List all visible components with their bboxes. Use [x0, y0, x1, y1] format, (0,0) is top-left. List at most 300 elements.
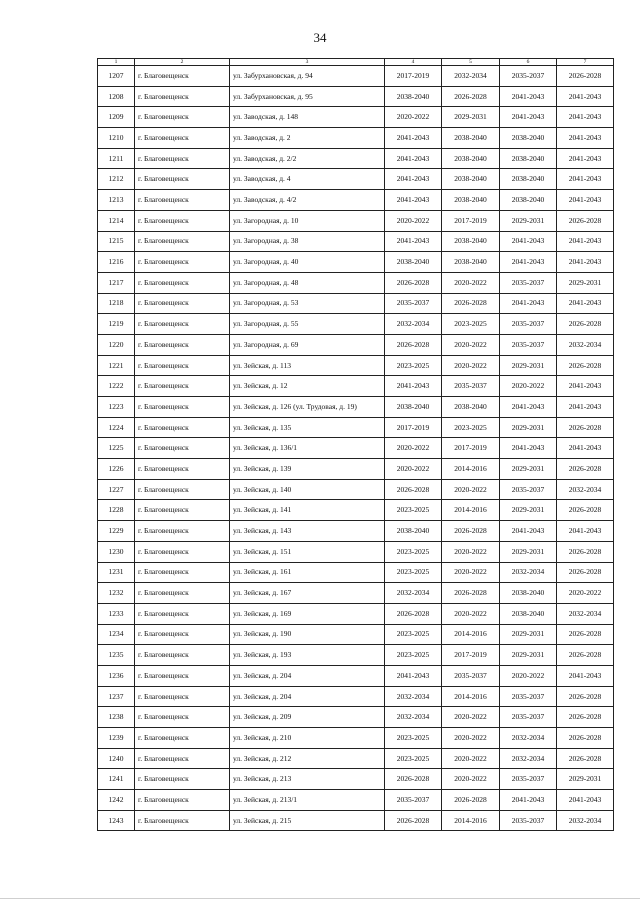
table-row — [98, 293, 614, 314]
period-col6-cell: 2029-2031 — [500, 624, 557, 645]
address-cell: ул. Зейская, д. 213 — [230, 769, 385, 790]
row-number-cell: 1226 — [98, 459, 135, 480]
address-cell: ул. Зейская, д. 210 — [230, 728, 385, 749]
city-cell: г. Благовещенск — [135, 190, 230, 211]
row-number-cell: 1217 — [98, 272, 135, 293]
period-col4-cell: 2020-2022 — [385, 107, 442, 128]
row-number-cell: 1238 — [98, 707, 135, 728]
period-col4-cell: 2035-2037 — [385, 790, 442, 811]
period-col6-cell: 2041-2043 — [500, 397, 557, 418]
table-row — [98, 210, 614, 231]
period-col6-cell: 2020-2022 — [500, 665, 557, 686]
city-cell: г. Благовещенск — [135, 438, 230, 459]
table-row — [98, 334, 614, 355]
row-number-cell: 1233 — [98, 603, 135, 624]
table-row — [98, 417, 614, 438]
column-number: 4 — [385, 59, 442, 66]
period-col5-cell: 2017-2019 — [442, 210, 500, 231]
row-number-cell: 1230 — [98, 541, 135, 562]
period-col6-cell: 2029-2031 — [500, 541, 557, 562]
period-col5-cell: 2020-2022 — [442, 355, 500, 376]
city-cell: г. Благовещенск — [135, 521, 230, 542]
address-cell: ул. Зейская, д. 190 — [230, 624, 385, 645]
period-col4-cell: 2020-2022 — [385, 459, 442, 480]
table-row — [98, 769, 614, 790]
period-col6-cell: 2041-2043 — [500, 438, 557, 459]
address-cell: ул. Зейская, д. 126 (ул. Трудовая, д. 19) — [230, 397, 385, 418]
period-col7-cell: 2026-2028 — [557, 562, 614, 583]
period-col7-cell: 2041-2043 — [557, 521, 614, 542]
period-col6-cell: 2035-2037 — [500, 334, 557, 355]
period-col4-cell: 2041-2043 — [385, 169, 442, 190]
address-cell: ул. Загородная, д. 53 — [230, 293, 385, 314]
period-col4-cell: 2041-2043 — [385, 376, 442, 397]
period-col4-cell: 2020-2022 — [385, 210, 442, 231]
period-col6-cell: 2038-2040 — [500, 583, 557, 604]
period-col7-cell: 2032-2034 — [557, 334, 614, 355]
period-col7-cell: 2026-2028 — [557, 459, 614, 480]
period-col5-cell: 2038-2040 — [442, 190, 500, 211]
city-cell: г. Благовещенск — [135, 334, 230, 355]
city-cell: г. Благовещенск — [135, 86, 230, 107]
period-col7-cell: 2041-2043 — [557, 107, 614, 128]
row-number-cell: 1243 — [98, 810, 135, 831]
period-col5-cell: 2032-2034 — [442, 66, 500, 87]
period-col6-cell: 2035-2037 — [500, 272, 557, 293]
address-cell: ул. Зейская, д. 204 — [230, 686, 385, 707]
city-cell: г. Благовещенск — [135, 769, 230, 790]
period-col6-cell: 2038-2040 — [500, 169, 557, 190]
table-row — [98, 810, 614, 831]
period-col7-cell: 2041-2043 — [557, 665, 614, 686]
period-col7-cell: 2032-2034 — [557, 810, 614, 831]
address-cell: ул. Зейская, д. 141 — [230, 500, 385, 521]
address-cell: ул. Зейская, д. 169 — [230, 603, 385, 624]
address-cell: ул. Зейская, д. 136/1 — [230, 438, 385, 459]
period-col7-cell: 2041-2043 — [557, 148, 614, 169]
period-col4-cell: 2023-2025 — [385, 500, 442, 521]
address-cell: ул. Загородная, д. 55 — [230, 314, 385, 335]
table-row — [98, 66, 614, 87]
city-cell: г. Благовещенск — [135, 272, 230, 293]
address-cell: ул. Заводская, д. 148 — [230, 107, 385, 128]
period-col4-cell: 2017-2019 — [385, 417, 442, 438]
period-col6-cell: 2035-2037 — [500, 686, 557, 707]
table-row — [98, 583, 614, 604]
address-cell: ул. Заводская, д. 2/2 — [230, 148, 385, 169]
period-col7-cell: 2026-2028 — [557, 748, 614, 769]
period-col4-cell: 2041-2043 — [385, 190, 442, 211]
city-cell: г. Благовещенск — [135, 665, 230, 686]
period-col5-cell: 2035-2037 — [442, 665, 500, 686]
city-cell: г. Благовещенск — [135, 417, 230, 438]
table-row — [98, 500, 614, 521]
row-number-cell: 1228 — [98, 500, 135, 521]
row-number-cell: 1223 — [98, 397, 135, 418]
period-col7-cell: 2029-2031 — [557, 769, 614, 790]
city-cell: г. Благовещенск — [135, 210, 230, 231]
address-cell: ул. Зейская, д. 209 — [230, 707, 385, 728]
period-col4-cell: 2041-2043 — [385, 231, 442, 252]
page-number: 34 — [313, 30, 327, 45]
city-cell: г. Благовещенск — [135, 128, 230, 149]
period-col6-cell: 2035-2037 — [500, 314, 557, 335]
row-number-cell: 1218 — [98, 293, 135, 314]
column-number: 6 — [500, 59, 557, 66]
table-row — [98, 686, 614, 707]
period-col4-cell: 2026-2028 — [385, 334, 442, 355]
period-col5-cell: 2020-2022 — [442, 707, 500, 728]
table-row — [98, 479, 614, 500]
table-row — [98, 748, 614, 769]
period-col4-cell: 2035-2037 — [385, 293, 442, 314]
table-row — [98, 624, 614, 645]
period-col6-cell: 2035-2037 — [500, 66, 557, 87]
period-col4-cell: 2038-2040 — [385, 252, 442, 273]
period-col6-cell: 2041-2043 — [500, 521, 557, 542]
row-number-cell: 1234 — [98, 624, 135, 645]
column-number: 1 — [98, 59, 135, 66]
period-col5-cell: 2020-2022 — [442, 728, 500, 749]
row-number-cell: 1227 — [98, 479, 135, 500]
period-col5-cell: 2026-2028 — [442, 293, 500, 314]
table-row — [98, 314, 614, 335]
period-col7-cell: 2029-2031 — [557, 272, 614, 293]
table-row — [98, 169, 614, 190]
row-number-cell: 1239 — [98, 728, 135, 749]
period-col7-cell: 2041-2043 — [557, 231, 614, 252]
row-number-cell: 1210 — [98, 128, 135, 149]
period-col7-cell: 2026-2028 — [557, 314, 614, 335]
period-col6-cell: 2038-2040 — [500, 148, 557, 169]
table-row — [98, 252, 614, 273]
row-number-cell: 1221 — [98, 355, 135, 376]
period-col6-cell: 2035-2037 — [500, 479, 557, 500]
city-cell: г. Благовещенск — [135, 603, 230, 624]
table-row — [98, 231, 614, 252]
period-col5-cell: 2017-2019 — [442, 645, 500, 666]
row-number-cell: 1237 — [98, 686, 135, 707]
table-row — [98, 376, 614, 397]
period-col5-cell: 2020-2022 — [442, 748, 500, 769]
row-number-cell: 1229 — [98, 521, 135, 542]
period-col7-cell: 2020-2022 — [557, 583, 614, 604]
city-cell: г. Благовещенск — [135, 728, 230, 749]
period-col6-cell: 2032-2034 — [500, 728, 557, 749]
address-cell: ул. Зейская, д. 139 — [230, 459, 385, 480]
row-number-cell: 1236 — [98, 665, 135, 686]
period-col7-cell: 2026-2028 — [557, 500, 614, 521]
row-number-cell: 1242 — [98, 790, 135, 811]
period-col6-cell: 2032-2034 — [500, 562, 557, 583]
city-cell: г. Благовещенск — [135, 748, 230, 769]
period-col6-cell: 2041-2043 — [500, 107, 557, 128]
city-cell: г. Благовещенск — [135, 810, 230, 831]
period-col4-cell: 2041-2043 — [385, 148, 442, 169]
period-col4-cell: 2026-2028 — [385, 603, 442, 624]
city-cell: г. Благовещенск — [135, 479, 230, 500]
address-cell: ул. Зейская, д. 143 — [230, 521, 385, 542]
period-col6-cell: 2041-2043 — [500, 252, 557, 273]
period-col5-cell: 2020-2022 — [442, 334, 500, 355]
column-number: 3 — [230, 59, 385, 66]
row-number-cell: 1241 — [98, 769, 135, 790]
period-col5-cell: 2026-2028 — [442, 86, 500, 107]
column-number: 2 — [135, 59, 230, 66]
table-row — [98, 272, 614, 293]
column-number: 5 — [442, 59, 500, 66]
period-col7-cell: 2041-2043 — [557, 128, 614, 149]
row-number-cell: 1235 — [98, 645, 135, 666]
period-col5-cell: 2038-2040 — [442, 169, 500, 190]
city-cell: г. Благовещенск — [135, 624, 230, 645]
period-col4-cell: 2023-2025 — [385, 541, 442, 562]
period-col7-cell: 2041-2043 — [557, 86, 614, 107]
period-col7-cell: 2026-2028 — [557, 66, 614, 87]
period-col6-cell: 2038-2040 — [500, 190, 557, 211]
city-cell: г. Благовещенск — [135, 686, 230, 707]
table-row — [98, 665, 614, 686]
period-col7-cell: 2026-2028 — [557, 417, 614, 438]
period-col5-cell: 2014-2016 — [442, 459, 500, 480]
period-col7-cell: 2041-2043 — [557, 438, 614, 459]
city-cell: г. Благовещенск — [135, 376, 230, 397]
row-number-cell: 1207 — [98, 66, 135, 87]
address-cell: ул. Зейская, д. 212 — [230, 748, 385, 769]
period-col4-cell: 2041-2043 — [385, 665, 442, 686]
period-col7-cell: 2032-2034 — [557, 479, 614, 500]
period-col5-cell: 2020-2022 — [442, 562, 500, 583]
city-cell: г. Благовещенск — [135, 397, 230, 418]
address-cell: ул. Зейская, д. 135 — [230, 417, 385, 438]
table-row — [98, 190, 614, 211]
period-col6-cell: 2041-2043 — [500, 86, 557, 107]
row-number-cell: 1212 — [98, 169, 135, 190]
period-col7-cell: 2026-2028 — [557, 210, 614, 231]
period-col4-cell: 2026-2028 — [385, 810, 442, 831]
period-col7-cell: 2041-2043 — [557, 790, 614, 811]
period-col6-cell: 2035-2037 — [500, 707, 557, 728]
address-cell: ул. Зейская, д. 140 — [230, 479, 385, 500]
period-col5-cell: 2014-2016 — [442, 500, 500, 521]
period-col5-cell: 2014-2016 — [442, 686, 500, 707]
period-col5-cell: 2014-2016 — [442, 810, 500, 831]
period-col6-cell: 2029-2031 — [500, 355, 557, 376]
row-number-cell: 1231 — [98, 562, 135, 583]
city-cell: г. Благовещенск — [135, 355, 230, 376]
address-cell: ул. Зейская, д. 213/1 — [230, 790, 385, 811]
period-col7-cell: 2026-2028 — [557, 624, 614, 645]
row-number-cell: 1208 — [98, 86, 135, 107]
period-col7-cell: 2026-2028 — [557, 355, 614, 376]
period-col5-cell: 2020-2022 — [442, 541, 500, 562]
period-col4-cell: 2038-2040 — [385, 397, 442, 418]
period-col5-cell: 2017-2019 — [442, 438, 500, 459]
city-cell: г. Благовещенск — [135, 231, 230, 252]
city-cell: г. Благовещенск — [135, 541, 230, 562]
period-col6-cell: 2029-2031 — [500, 459, 557, 480]
period-col5-cell: 2020-2022 — [442, 769, 500, 790]
address-cell: ул. Зейская, д. 204 — [230, 665, 385, 686]
city-cell: г. Благовещенск — [135, 500, 230, 521]
table-row — [98, 541, 614, 562]
address-cell: ул. Забурхановская, д. 94 — [230, 66, 385, 87]
period-col7-cell: 2041-2043 — [557, 169, 614, 190]
period-col4-cell: 2023-2025 — [385, 645, 442, 666]
period-col4-cell: 2023-2025 — [385, 624, 442, 645]
address-cell: ул. Заводская, д. 4/2 — [230, 190, 385, 211]
period-col4-cell: 2038-2040 — [385, 521, 442, 542]
period-col7-cell: 2041-2043 — [557, 397, 614, 418]
row-number-cell: 1224 — [98, 417, 135, 438]
period-col6-cell: 2020-2022 — [500, 376, 557, 397]
period-col4-cell: 2032-2034 — [385, 686, 442, 707]
address-cell: ул. Загородная, д. 40 — [230, 252, 385, 273]
table-row — [98, 790, 614, 811]
address-cell: ул. Зейская, д. 161 — [230, 562, 385, 583]
address-cell: ул. Зейская, д. 12 — [230, 376, 385, 397]
table-row — [98, 107, 614, 128]
period-col6-cell: 2029-2031 — [500, 417, 557, 438]
table-row — [98, 521, 614, 542]
city-cell: г. Благовещенск — [135, 66, 230, 87]
address-cell: ул. Забурхановская, д. 95 — [230, 86, 385, 107]
address-cell: ул. Загородная, д. 38 — [230, 231, 385, 252]
period-col4-cell: 2023-2025 — [385, 562, 442, 583]
table-row — [98, 128, 614, 149]
period-col5-cell: 2020-2022 — [442, 272, 500, 293]
row-number-cell: 1216 — [98, 252, 135, 273]
address-cell: ул. Загородная, д. 69 — [230, 334, 385, 355]
period-col6-cell: 2038-2040 — [500, 603, 557, 624]
period-col5-cell: 2035-2037 — [442, 376, 500, 397]
period-col7-cell: 2041-2043 — [557, 190, 614, 211]
period-col6-cell: 2029-2031 — [500, 645, 557, 666]
row-number-cell: 1225 — [98, 438, 135, 459]
column-number-row — [98, 59, 614, 66]
period-col6-cell: 2041-2043 — [500, 293, 557, 314]
period-col4-cell: 2023-2025 — [385, 728, 442, 749]
table-row — [98, 148, 614, 169]
row-number-cell: 1213 — [98, 190, 135, 211]
period-col4-cell: 2023-2025 — [385, 355, 442, 376]
period-col7-cell: 2032-2034 — [557, 603, 614, 624]
column-number: 7 — [557, 59, 614, 66]
period-col4-cell: 2038-2040 — [385, 86, 442, 107]
table-row — [98, 603, 614, 624]
period-col5-cell: 2038-2040 — [442, 148, 500, 169]
period-col5-cell: 2020-2022 — [442, 479, 500, 500]
period-col6-cell: 2041-2043 — [500, 231, 557, 252]
city-cell: г. Благовещенск — [135, 562, 230, 583]
period-col5-cell: 2038-2040 — [442, 128, 500, 149]
period-col4-cell: 2026-2028 — [385, 769, 442, 790]
period-col4-cell: 2023-2025 — [385, 748, 442, 769]
table-row — [98, 562, 614, 583]
city-cell: г. Благовещенск — [135, 107, 230, 128]
table-row — [98, 86, 614, 107]
period-col5-cell: 2023-2025 — [442, 417, 500, 438]
period-col5-cell: 2029-2031 — [442, 107, 500, 128]
table-row — [98, 459, 614, 480]
row-number-cell: 1215 — [98, 231, 135, 252]
period-col5-cell: 2020-2022 — [442, 603, 500, 624]
period-col5-cell: 2014-2016 — [442, 624, 500, 645]
city-cell: г. Благовещенск — [135, 252, 230, 273]
period-col6-cell: 2035-2037 — [500, 769, 557, 790]
address-cell: ул. Зейская, д. 193 — [230, 645, 385, 666]
row-number-cell: 1222 — [98, 376, 135, 397]
city-cell: г. Благовещенск — [135, 169, 230, 190]
period-col4-cell: 2026-2028 — [385, 479, 442, 500]
period-col4-cell: 2032-2034 — [385, 583, 442, 604]
table-row — [98, 397, 614, 418]
period-col7-cell: 2041-2043 — [557, 252, 614, 273]
period-col7-cell: 2041-2043 — [557, 376, 614, 397]
city-cell: г. Благовещенск — [135, 314, 230, 335]
table-row — [98, 438, 614, 459]
table-row — [98, 645, 614, 666]
address-cell: ул. Загородная, д. 10 — [230, 210, 385, 231]
period-col4-cell: 2020-2022 — [385, 438, 442, 459]
table-row — [98, 728, 614, 749]
period-col6-cell: 2041-2043 — [500, 790, 557, 811]
row-number-cell: 1232 — [98, 583, 135, 604]
address-cell: ул. Зейская, д. 151 — [230, 541, 385, 562]
address-cell: ул. Заводская, д. 4 — [230, 169, 385, 190]
period-col7-cell: 2026-2028 — [557, 728, 614, 749]
scan-edge-line — [0, 898, 640, 899]
row-number-cell: 1240 — [98, 748, 135, 769]
period-col4-cell: 2026-2028 — [385, 272, 442, 293]
period-col5-cell: 2023-2025 — [442, 314, 500, 335]
period-col5-cell: 2038-2040 — [442, 397, 500, 418]
period-col5-cell: 2038-2040 — [442, 231, 500, 252]
table-row — [98, 707, 614, 728]
period-col5-cell: 2038-2040 — [442, 252, 500, 273]
period-col5-cell: 2026-2028 — [442, 790, 500, 811]
row-number-cell: 1214 — [98, 210, 135, 231]
period-col7-cell: 2026-2028 — [557, 645, 614, 666]
address-cell: ул. Загородная, д. 48 — [230, 272, 385, 293]
row-number-cell: 1219 — [98, 314, 135, 335]
period-col6-cell: 2035-2037 — [500, 810, 557, 831]
address-cell: ул. Заводская, д. 2 — [230, 128, 385, 149]
city-cell: г. Благовещенск — [135, 459, 230, 480]
address-cell: ул. Зейская, д. 215 — [230, 810, 385, 831]
city-cell: г. Благовещенск — [135, 707, 230, 728]
city-cell: г. Благовещенск — [135, 293, 230, 314]
city-cell: г. Благовещенск — [135, 148, 230, 169]
period-col7-cell: 2041-2043 — [557, 293, 614, 314]
period-col5-cell: 2026-2028 — [442, 583, 500, 604]
row-number-cell: 1220 — [98, 334, 135, 355]
period-col6-cell: 2029-2031 — [500, 210, 557, 231]
period-col4-cell: 2032-2034 — [385, 707, 442, 728]
period-col7-cell: 2026-2028 — [557, 707, 614, 728]
period-col4-cell: 2017-2019 — [385, 66, 442, 87]
table-row — [98, 355, 614, 376]
period-col7-cell: 2026-2028 — [557, 541, 614, 562]
period-col5-cell: 2026-2028 — [442, 521, 500, 542]
city-cell: г. Благовещенск — [135, 790, 230, 811]
address-cell: ул. Зейская, д. 167 — [230, 583, 385, 604]
period-col4-cell: 2041-2043 — [385, 128, 442, 149]
city-cell: г. Благовещенск — [135, 645, 230, 666]
row-number-cell: 1211 — [98, 148, 135, 169]
period-col6-cell: 2038-2040 — [500, 128, 557, 149]
period-col6-cell: 2032-2034 — [500, 748, 557, 769]
